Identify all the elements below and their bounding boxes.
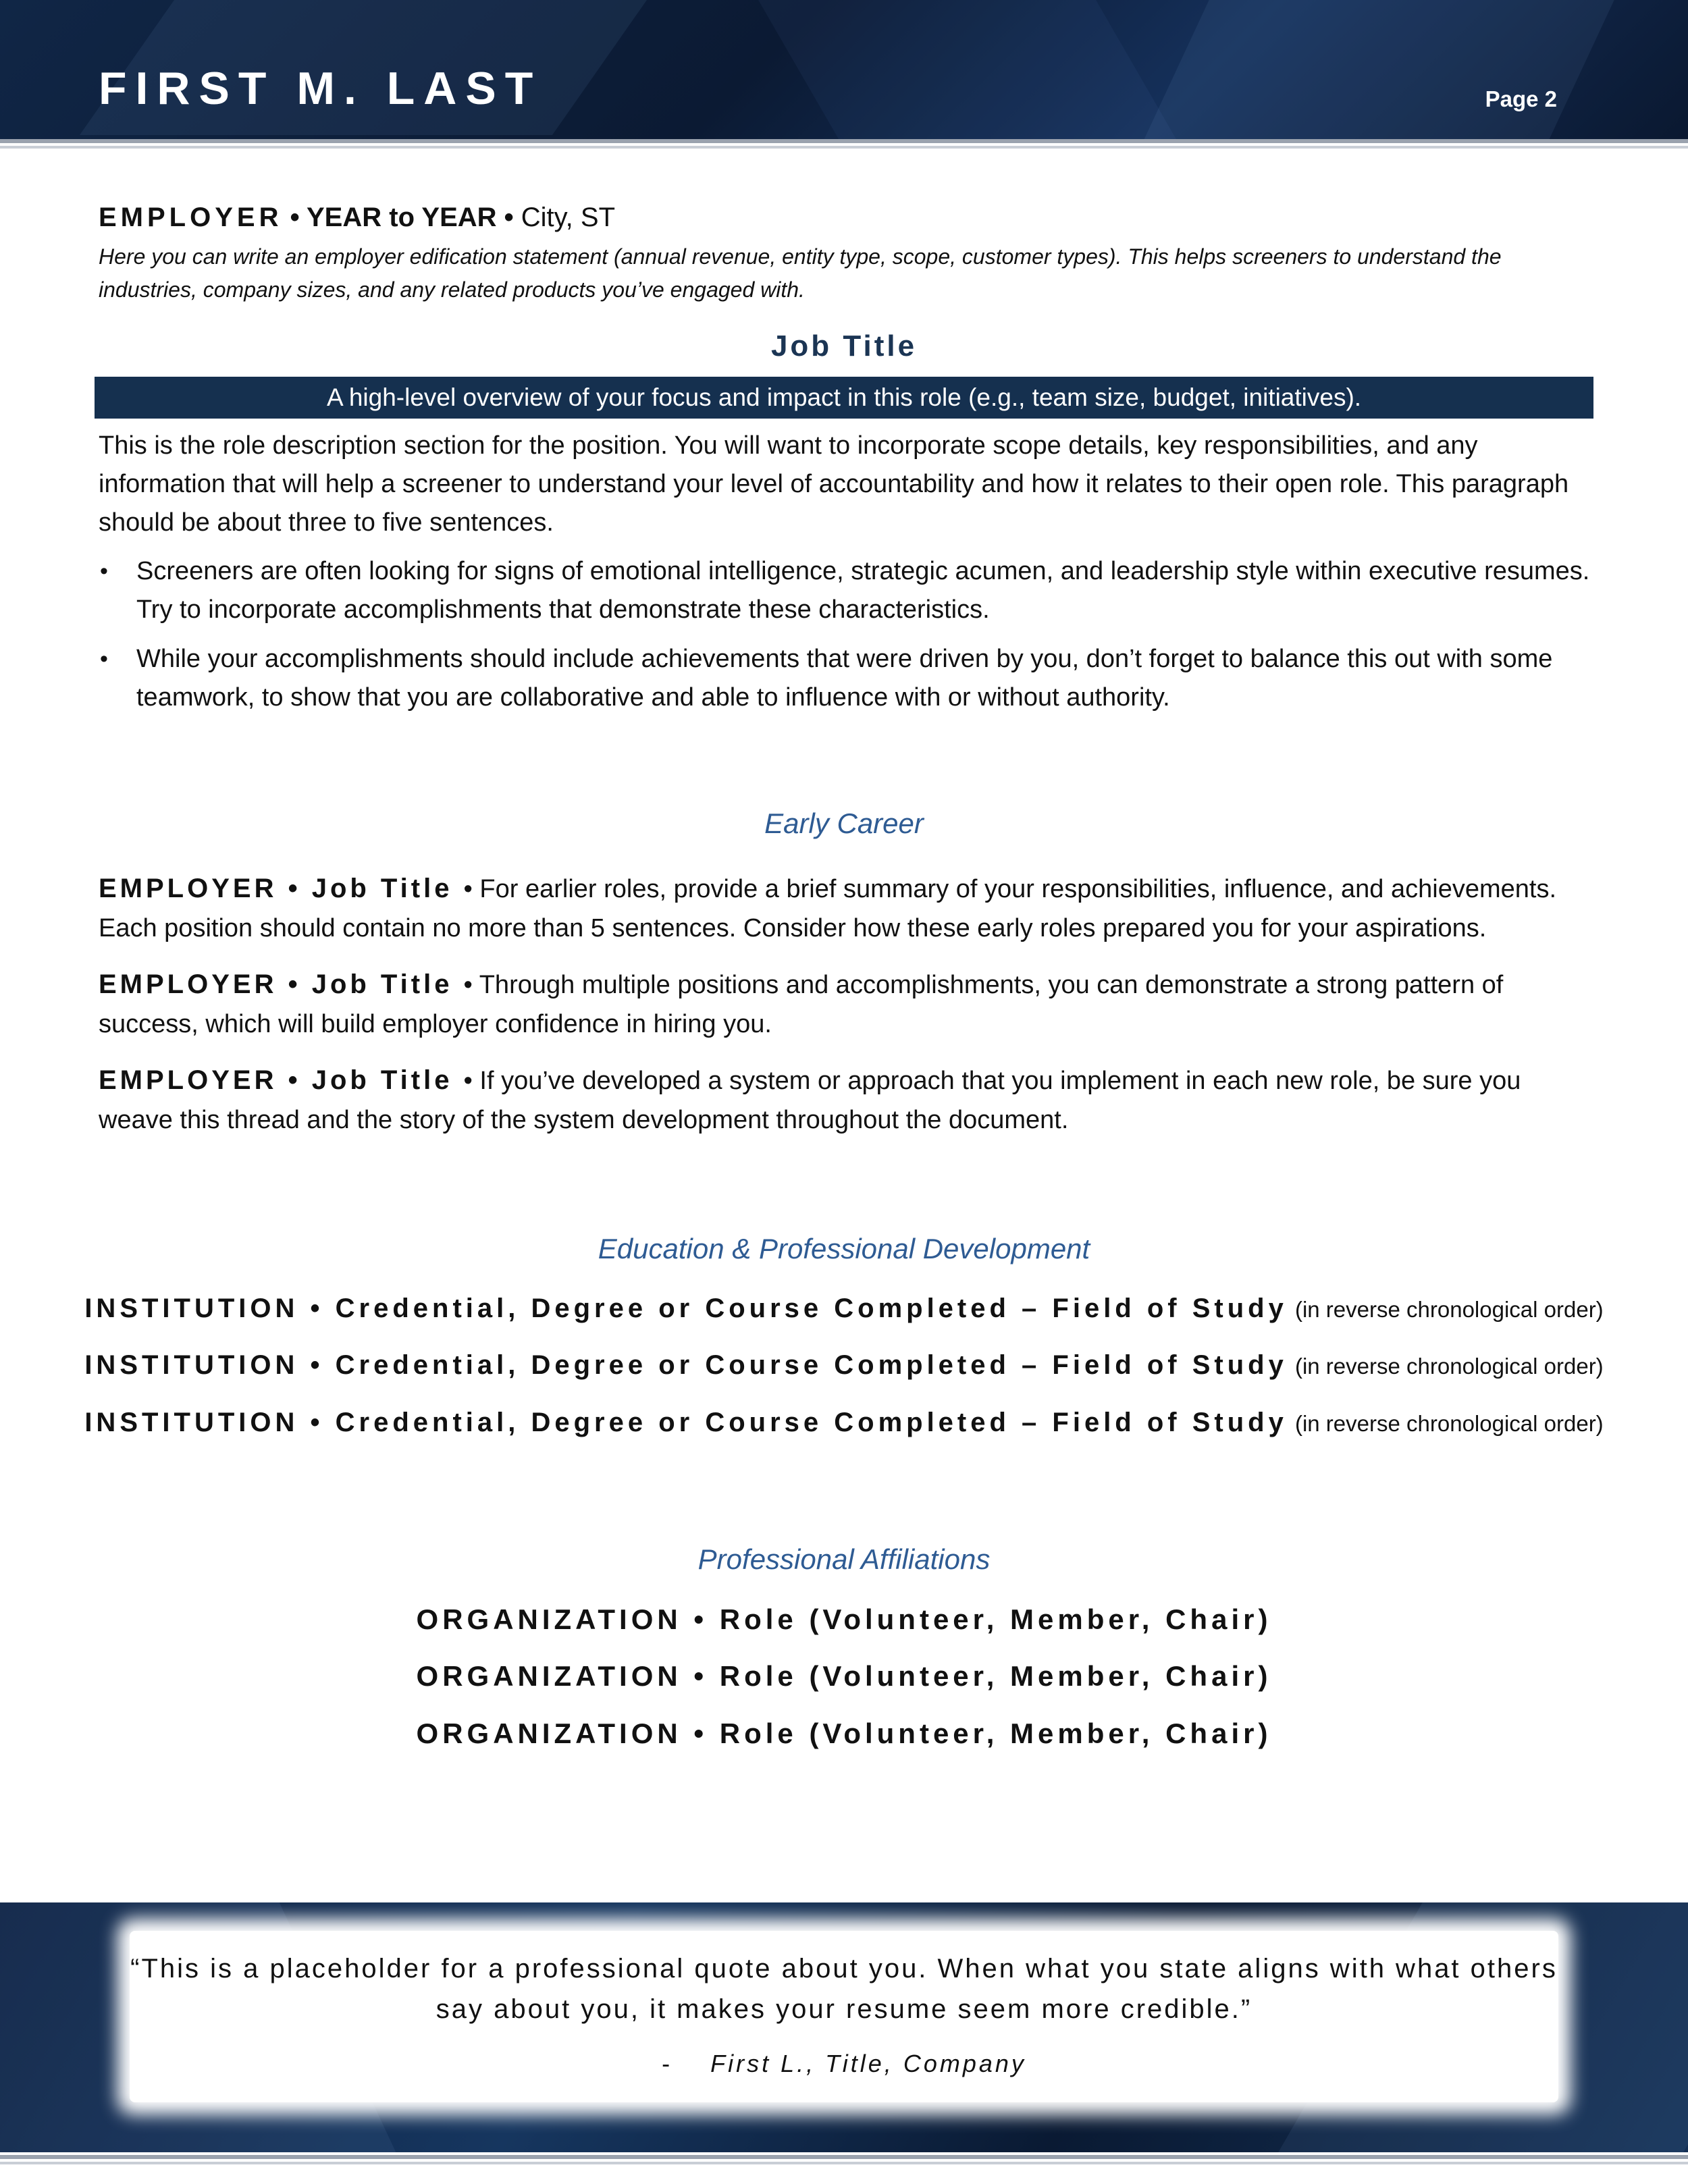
header-divider xyxy=(0,139,1688,143)
accomplishment-list xyxy=(99,552,1591,728)
testimonial-quote: “This is a placeholder for a professional quote about you. When what you state aligns with what others say about you, it makes your resume seem more credible.” xyxy=(130,1954,1558,2024)
footer-divider xyxy=(0,2155,1688,2159)
affiliations-heading: Professional Affiliations xyxy=(697,1543,991,1575)
early-career-text: • For earlier roles, provide a brief summary of your responsibilities, influence, and achievements. Each position should contain no more than 5 sentences. Consider how these early roles prepared you for your aspirations. xyxy=(99,875,1557,942)
separator: • xyxy=(282,203,307,232)
bullet-icon: • xyxy=(100,646,108,672)
employer-location: City, ST xyxy=(521,203,616,232)
early-career-entry xyxy=(99,1061,1591,1140)
affiliation-entry: ORGANIZATION • Role (Volunteer, Member, Chair) xyxy=(416,1717,1272,1749)
early-career-label: EMPLOYER • Job Title xyxy=(99,874,464,903)
header-divider xyxy=(0,146,1688,149)
early-career-label: EMPLOYER • Job Title xyxy=(99,1065,464,1095)
early-career-text: • Through multiple positions and accomplishments, you can demonstrate a strong pattern of success, which will build employer confidence in hiring you. xyxy=(99,971,1504,1038)
affiliation-entry: ORGANIZATION • Role (Volunteer, Member, Chair) xyxy=(416,1660,1272,1692)
page-number: Page 2 xyxy=(1485,86,1557,111)
separator: • xyxy=(496,203,521,232)
accomplishment-text: While your accomplishments should include achievements that were driven by you, don’t forget to balance this out with some teamwork, to show that you are collaborative and able to influence with or without authority. xyxy=(136,645,1553,712)
early-career-label: EMPLOYER • Job Title xyxy=(99,969,464,999)
job-title: Job Title xyxy=(770,329,918,363)
header-decoration xyxy=(1134,0,1620,142)
role-overview-bar: A high-level overview of your focus and impact in this role (e.g., team size, budget, initiatives). xyxy=(95,377,1593,419)
accomplishment-item xyxy=(99,552,1591,629)
footer-divider xyxy=(0,2162,1688,2164)
employer-name: EMPLOYER xyxy=(99,203,283,232)
education-note: (in reverse chronological order) xyxy=(1294,1297,1604,1322)
education-entry xyxy=(0,1294,1688,1324)
accomplishment-item xyxy=(99,640,1591,717)
education-credential: INSTITUTION • Credential, Degree or Course Completed – Field of Study xyxy=(84,1294,1288,1323)
candidate-name: FIRST M. LAST xyxy=(99,63,542,114)
bullet-icon: • xyxy=(100,558,108,584)
role-description: This is the role description section for the position. You will want to incorporate scope details, key responsibilities, and any information that will help a screener to understand your level of accountability and how it relates to their open role. This paragraph should be about three to five sentences. xyxy=(99,431,1569,537)
education-entry xyxy=(0,1350,1688,1381)
early-career-heading: Early Career xyxy=(764,807,924,839)
attribution-name: First L., Title, Company xyxy=(710,2050,1026,2077)
affiliation-entry: ORGANIZATION • Role (Volunteer, Member, Chair) xyxy=(416,1603,1272,1635)
testimonial-attribution xyxy=(0,2050,1688,2078)
education-credential: INSTITUTION • Credential, Degree or Course Completed – Field of Study xyxy=(84,1408,1288,1437)
education-heading: Education & Professional Development xyxy=(598,1233,1090,1264)
education-note: (in reverse chronological order) xyxy=(1294,1354,1604,1379)
header-decoration xyxy=(743,0,1190,142)
page-header xyxy=(0,0,1688,142)
early-career-entry xyxy=(99,869,1591,948)
education-entry xyxy=(0,1408,1688,1438)
education-note: (in reverse chronological order) xyxy=(1294,1411,1604,1436)
employer-years: YEAR to YEAR xyxy=(307,203,497,232)
employer-line xyxy=(99,203,1591,233)
early-career-text: • If you’ve developed a system or approach that you implement in each new role, be sure you weave this thread and the story of the system development throughout the document. xyxy=(99,1067,1521,1134)
accomplishment-text: Screeners are often looking for signs of emotional intelligence, strategic acumen, and leadership style within executive resumes. Try to incorporate accomplishments that demonstrate these characteristics. xyxy=(136,557,1590,624)
early-career-entry xyxy=(99,965,1591,1044)
attribution-dash: - xyxy=(662,2050,673,2077)
education-credential: INSTITUTION • Credential, Degree or Course Completed – Field of Study xyxy=(84,1350,1288,1380)
employer-edification: Here you can write an employer edification statement (annual revenue, entity type, scope, customer types). This helps screeners to understand the industries, company sizes, and any related products you’ve engaged with. xyxy=(99,244,1502,302)
